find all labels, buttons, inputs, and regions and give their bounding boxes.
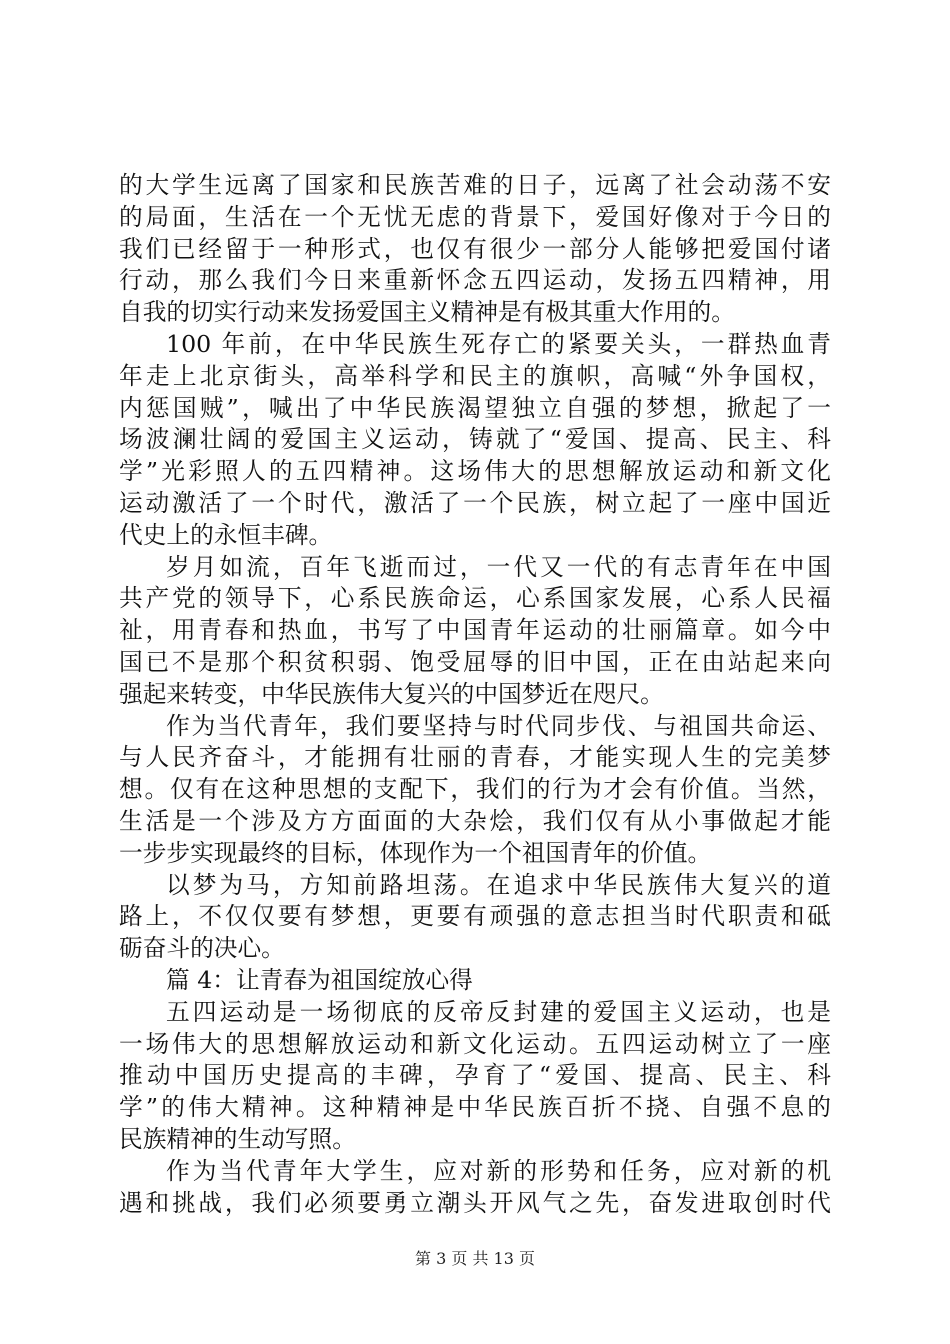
page-footer: 第 3 页 共 13 页 <box>415 1249 535 1268</box>
paragraph <box>119 552 831 711</box>
text-line: 生活是一个涉及方方面面的大杂烩，我们仅有从小事做起才能 <box>119 806 831 835</box>
text-line: 代史上的永恒丰碑。 <box>119 520 333 549</box>
paragraph <box>119 997 831 1156</box>
text-line: 推动中国历史提高的丰碑，孕育了“爱国、提高、民主、科 <box>119 1061 831 1090</box>
text-line: 行动，那么我们今日来重新怀念五四运动，发扬五四精神，用 <box>119 266 831 295</box>
text-line: 学”光彩照人的五四精神。这场伟大的思想解放运动和新文化 <box>119 457 831 486</box>
paragraph <box>119 870 831 965</box>
paragraph <box>119 329 831 552</box>
paragraph <box>119 1156 831 1220</box>
text-line: 一步步实现最终的目标，体现作为一个祖国青年的价值。 <box>119 838 712 867</box>
text-line: 自我的切实行动来发扬爱国主义精神是有极其重大作用的。 <box>119 298 735 327</box>
text-line: 篇 4：让青春为祖国绽放心得 <box>166 965 473 994</box>
text-line: 一场伟大的思想解放运动和新文化运动。五四运动树立了一座 <box>119 1029 831 1058</box>
text-line: 国已不是那个积贫积弱、饱受屈辱的旧中国，正在由站起来向 <box>119 647 831 676</box>
text-line: 以梦为马，方知前路坦荡。在追求中华民族伟大复兴的道 <box>166 870 831 899</box>
text-line: 的大学生远离了国家和民族苦难的日子，远离了社会动荡不安 <box>119 171 831 199</box>
text-line: 想。仅有在这种思想的支配下，我们的行为才会有价值。当然， <box>119 775 831 804</box>
document-body <box>119 170 831 1219</box>
text-line: 五四运动是一场彻底的反帝反封建的爱国主义运动，也是 <box>166 997 831 1026</box>
text-line: 与人民齐奋斗，才能拥有壮丽的青春，才能实现人生的完美梦 <box>119 743 831 772</box>
paragraph <box>119 711 831 870</box>
text-line: 民族精神的生动写照。 <box>119 1124 356 1153</box>
text-line: 运动激活了一个时代，激活了一个民族，树立起了一座中国近 <box>119 488 831 517</box>
text-line: 砺奋斗的决心。 <box>119 934 285 963</box>
text-line: 的局面，生活在一个无忧无虑的背景下，爱国好像对于今日的 <box>119 202 831 231</box>
text-line: 遇和挑战，我们必须要勇立潮头开风气之先，奋发进取创时代 <box>119 1188 831 1217</box>
text-line: 作为当代青年，我们要坚持与时代同步伐、与祖国共命运、 <box>166 711 831 740</box>
text-line: 强起来转变，中华民族伟大复兴的中国梦近在咫尺。 <box>119 679 664 708</box>
text-line: 我们已经留于一种形式，也仅有很少一部分人能够把爱国付诸 <box>119 234 831 263</box>
text-line: 路上，不仅仅要有梦想，更要有顽强的意志担当时代职责和砥 <box>119 902 831 931</box>
text-line: 100 年前，在中华民族生死存亡的紧要关头，一群热血青 <box>166 329 831 358</box>
text-line: 学”的伟大精神。这种精神是中华民族百折不挠、自强不息的 <box>119 1093 831 1122</box>
paragraph <box>119 965 831 997</box>
paragraph <box>119 170 831 329</box>
text-line: 年走上北京街头，高举科学和民主的旗帜，高喊“外争国权， <box>119 361 831 390</box>
text-line: 岁月如流，百年飞逝而过，一代又一代的有志青年在中国 <box>166 552 831 581</box>
text-line: 共产党的领导下，心系民族命运，心系国家发展，心系人民福 <box>119 584 831 613</box>
text-line: 场波澜壮阔的爱国主义运动，铸就了“爱国、提高、民主、科 <box>119 425 831 454</box>
text-line: 作为当代青年大学生，应对新的形势和任务，应对新的机 <box>166 1156 831 1185</box>
text-line: 内惩国贼”，喊出了中华民族渴望独立自强的梦想，掀起了一 <box>119 393 831 422</box>
text-line: 祉，用青春和热血，书写了中国青年运动的壮丽篇章。如今中 <box>119 616 831 645</box>
